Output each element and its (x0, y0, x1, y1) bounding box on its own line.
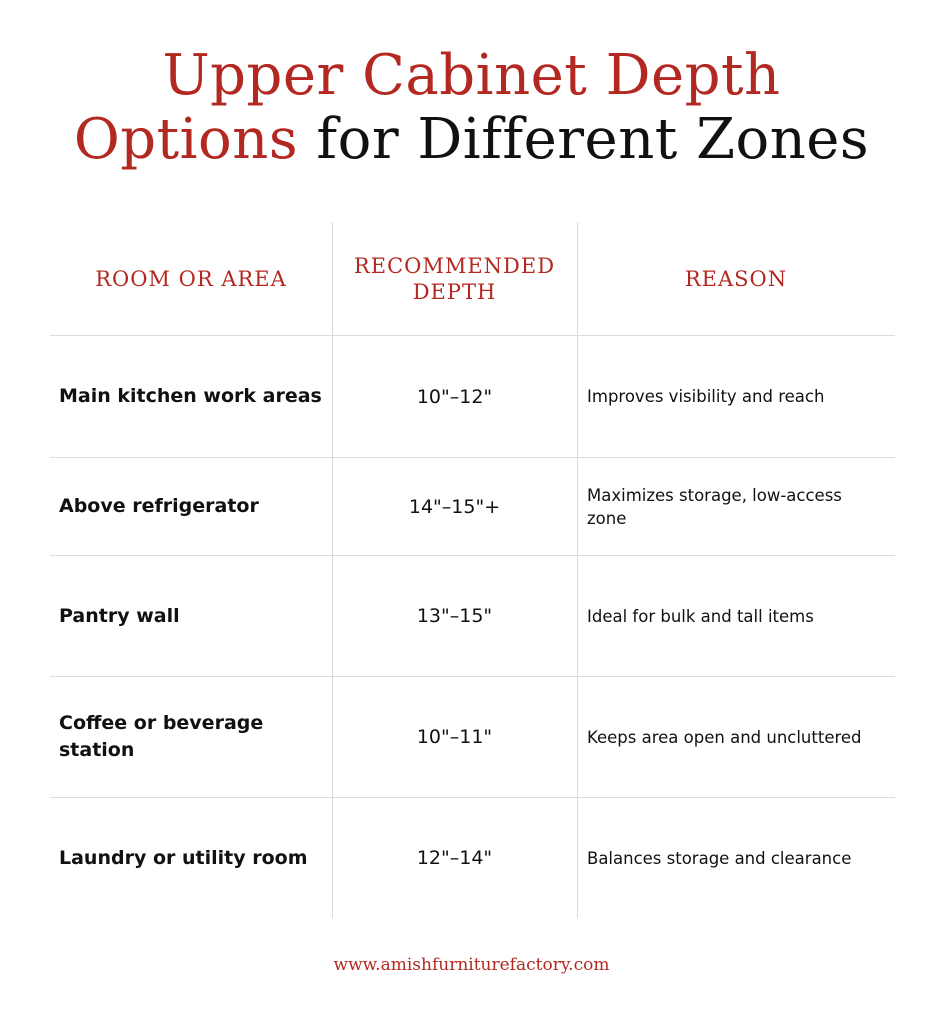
area-cell: Coffee or beverage station (59, 712, 264, 761)
title-line-2-rest: for Different Zones (316, 107, 870, 172)
title-line-2 (0, 108, 943, 172)
area-cell: Laundry or utility room (59, 846, 308, 869)
area-cell: Main kitchen work areas (59, 385, 322, 407)
title-line-1: Upper Cabinet Depth (162, 43, 781, 108)
area-cell: Pantry wall (59, 604, 180, 627)
website-url: www.amishfurniturefactory.com (333, 955, 610, 975)
header-recommended-depth: RECOMMENDED DEPTH (353, 253, 556, 304)
reason-cell: Ideal for bulk and tall items (587, 606, 814, 626)
depth-cell: 14"–15"+ (408, 495, 501, 518)
depth-table (50, 222, 895, 918)
depth-cell: 10"–11" (416, 726, 493, 748)
table-row (50, 556, 895, 676)
depth-cell: 12"–14" (416, 847, 493, 869)
table-row (50, 458, 895, 555)
table-row (50, 677, 895, 797)
table-row (50, 336, 895, 457)
page-title (0, 44, 943, 172)
depth-cell: 10"–12" (416, 385, 493, 408)
title-line-2-accent: Options (73, 107, 299, 172)
header-room-or-area: ROOM OR AREA (95, 266, 287, 291)
reason-cell: Improves visibility and reach (587, 387, 825, 406)
reason-cell: Balances storage and clearance (587, 848, 852, 868)
table-row (50, 798, 895, 918)
header-reason: REASON (684, 266, 788, 291)
depth-cell: 13"–15" (416, 605, 493, 627)
area-cell: Above refrigerator (59, 495, 259, 517)
reason-cell: Keeps area open and uncluttered (587, 727, 862, 747)
reason-cell: Maximizes storage, low-access zone (587, 485, 842, 528)
